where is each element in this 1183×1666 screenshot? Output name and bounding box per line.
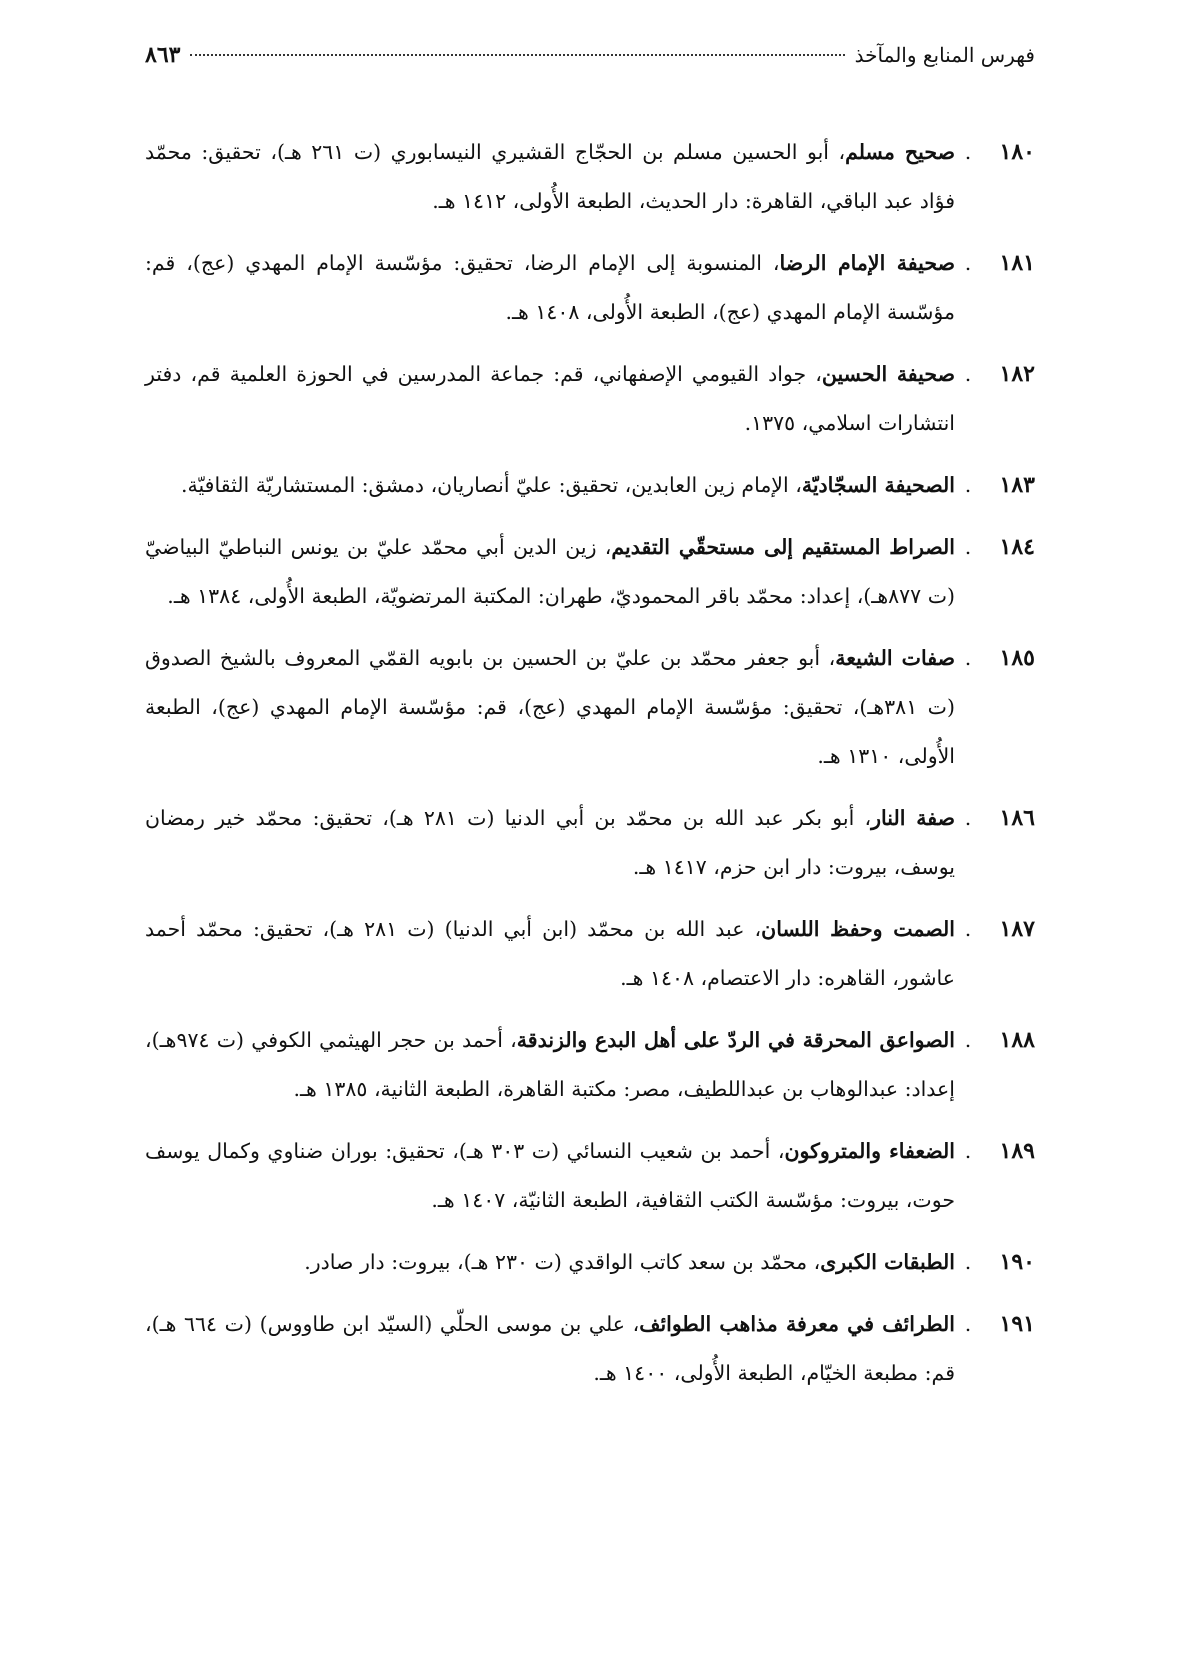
bibliography-entry-186 xyxy=(145,794,1035,892)
entry-details: ، علي بن موسى الحلّي (السيّد ابن طاووس) (ت ٦٦٤ هـ)، قم: مطبعة الخيّام، الطبعة الأُولى، ١٤٠٠ هـ. xyxy=(145,1312,955,1385)
bibliography-entry-183 xyxy=(145,461,1035,510)
entry-body xyxy=(145,128,955,226)
entry-separator: . xyxy=(964,1139,972,1163)
bibliography-entry-181 xyxy=(145,239,1035,337)
entry-details: ، جواد القيومي الإصفهاني، قم: جماعة المدرسين في الحوزة العلمية قم، دفتر انتشارات اسلامي، ١٣٧٥. xyxy=(145,362,955,435)
entry-separator: . xyxy=(964,140,972,164)
bibliography-entry-185 xyxy=(145,634,1035,781)
entry-details: ، المنسوبة إلى الإمام الرضا، تحقيق: مؤسّسة الإمام المهدي (عج)، قم: مؤسّسة الإمام المهدي (عج)، الطبعة الأُولى، ١٤٠٨ هـ. xyxy=(145,251,955,324)
bibliography-entry-187 xyxy=(145,905,1035,1003)
entry-body xyxy=(145,461,955,510)
entry-number: ١٨٢ xyxy=(999,361,1035,387)
entry-title: صحيفة الإمام الرضا xyxy=(779,251,955,275)
entry-body xyxy=(145,634,955,781)
entry-separator: . xyxy=(964,646,972,670)
entry-separator: . xyxy=(964,251,972,275)
bibliography-entry-189 xyxy=(145,1127,1035,1225)
entry-number: ١٨١ xyxy=(999,250,1035,276)
entry-number: ١٨٣ xyxy=(999,472,1035,498)
entry-separator: . xyxy=(964,806,972,830)
header-dot-leader xyxy=(190,54,844,56)
entry-number: ١٨٤ xyxy=(999,534,1035,560)
entry-details: ، زين الدين أبي محمّد عليّ بن يونس النباطيّ البياضيّ (ت ٨٧٧هـ)، إعداد: محمّد باقر المحموديّ، طهران: المكتبة المرتضويّة، الطبعة الأُولى، ١٣٨٤ هـ. xyxy=(145,535,955,608)
entry-title: الصمت وحفظ اللسان xyxy=(761,917,955,941)
entry-separator: . xyxy=(964,535,972,559)
entry-body xyxy=(145,1238,955,1287)
entry-body xyxy=(145,1127,955,1225)
entry-number: ١٨٩ xyxy=(999,1138,1035,1164)
entry-number: ١٨٥ xyxy=(999,645,1035,671)
entry-number: ١٨٨ xyxy=(999,1027,1035,1053)
bibliography-entry-180 xyxy=(145,128,1035,226)
entry-title: صحيفة الحسين xyxy=(821,362,956,386)
entry-title: الضعفاء والمتروكون xyxy=(784,1139,955,1163)
entry-body xyxy=(145,1016,955,1114)
entry-separator: . xyxy=(964,1250,972,1274)
entry-number: ١٨٧ xyxy=(999,916,1035,942)
bibliography-entry-190 xyxy=(145,1238,1035,1287)
entry-separator: . xyxy=(964,473,972,497)
entry-title: الصحيفة السجّاديّة xyxy=(801,473,955,497)
document-page xyxy=(145,0,1035,1666)
entry-body xyxy=(145,350,955,448)
entry-title: الصواعق المحرقة في الردّ على أهل البدع والزندقة xyxy=(516,1028,955,1052)
entry-details: ، أحمد بن حجر الهيثمي الكوفي (ت ٩٧٤هـ)، إعداد: عبدالوهاب بن عبداللطيف، مصر: مكتبة القاهرة، الطبعة الثانية، ١٣٨٥ هـ. xyxy=(145,1028,955,1101)
entry-body xyxy=(145,239,955,337)
entry-details: ، عبد الله بن محمّد (ابن أبي الدنيا) (ت ٢٨١ هـ)، تحقيق: محمّد أحمد عاشور، القاهره: دار الاعتصام، ١٤٠٨ هـ. xyxy=(145,917,955,990)
entry-details: ، محمّد بن سعد كاتب الواقدي (ت ٢٣٠ هـ)، بيروت: دار صادر. xyxy=(304,1250,821,1274)
entry-details: ، أبو بكر عبد الله بن محمّد بن أبي الدنيا (ت ٢٨١ هـ)، تحقيق: محمّد خير رمضان يوسف، بيروت: دار ابن حزم، ١٤١٧ هـ. xyxy=(145,806,955,879)
bibliography-list xyxy=(145,128,1035,1411)
entry-details: ، الإمام زين العابدين، تحقيق: عليّ أنصاريان، دمشق: المستشاريّة الثقافيّة. xyxy=(180,473,802,497)
entry-details: ، أبو الحسين مسلم بن الحجّاج القشيري النيسابوري (ت ٢٦١ هـ)، تحقيق: محمّد فؤاد عبد الباقي، القاهرة: دار الحديث، الطبعة الأُولى، ١٤١٢ هـ. xyxy=(145,140,955,213)
page-number: ٨٦٣ xyxy=(145,42,181,68)
entry-number: ١٨٦ xyxy=(999,805,1035,831)
bibliography-entry-191 xyxy=(145,1300,1035,1398)
entry-number: ١٨٠ xyxy=(999,139,1035,165)
entry-separator: . xyxy=(964,362,972,386)
entry-separator: . xyxy=(964,1312,972,1336)
entry-body xyxy=(145,523,955,621)
bibliography-entry-184 xyxy=(145,523,1035,621)
entry-title: صفة النار xyxy=(871,806,955,830)
entry-separator: . xyxy=(964,917,972,941)
entry-body xyxy=(145,1300,955,1398)
entry-body xyxy=(145,794,955,892)
entry-body xyxy=(145,905,955,1003)
entry-details: ، أبو جعفر محمّد بن عليّ بن الحسين بن بابويه القمّي المعروف بالشيخ الصدوق (ت ٣٨١هـ)، تحقيق: مؤسّسة الإمام المهدي (عج)، قم: مؤسّسة الإمام المهدي (عج)، الطبعة الأُولى، ١٣١٠ هـ. xyxy=(145,646,955,768)
entry-title: الطبقات الكبرى xyxy=(820,1250,955,1274)
entry-number: ١٩٠ xyxy=(999,1249,1035,1275)
entry-title: الصراط المستقيم إلى مستحقّي التقديم xyxy=(611,535,955,559)
header-title: فهرس المنابع والمآخذ xyxy=(854,43,1035,67)
entry-number: ١٩١ xyxy=(999,1311,1035,1337)
bibliography-entry-188 xyxy=(145,1016,1035,1114)
bibliography-entry-182 xyxy=(145,350,1035,448)
entry-separator: . xyxy=(964,1028,972,1052)
entry-title: الطرائف في معرفة مذاهب الطوائف xyxy=(639,1312,955,1336)
entry-title: صفات الشيعة xyxy=(835,646,955,670)
entry-title: صحيح مسلم xyxy=(845,140,955,164)
entry-details: ، أحمد بن شعيب النسائي (ت ٣٠٣ هـ)، تحقيق: بوران ضناوي وكمال يوسف حوت، بيروت: مؤسّسة الكتب الثقافية، الطبعة الثانيّة، ١٤٠٧ هـ. xyxy=(145,1139,955,1212)
running-header xyxy=(145,42,1035,78)
